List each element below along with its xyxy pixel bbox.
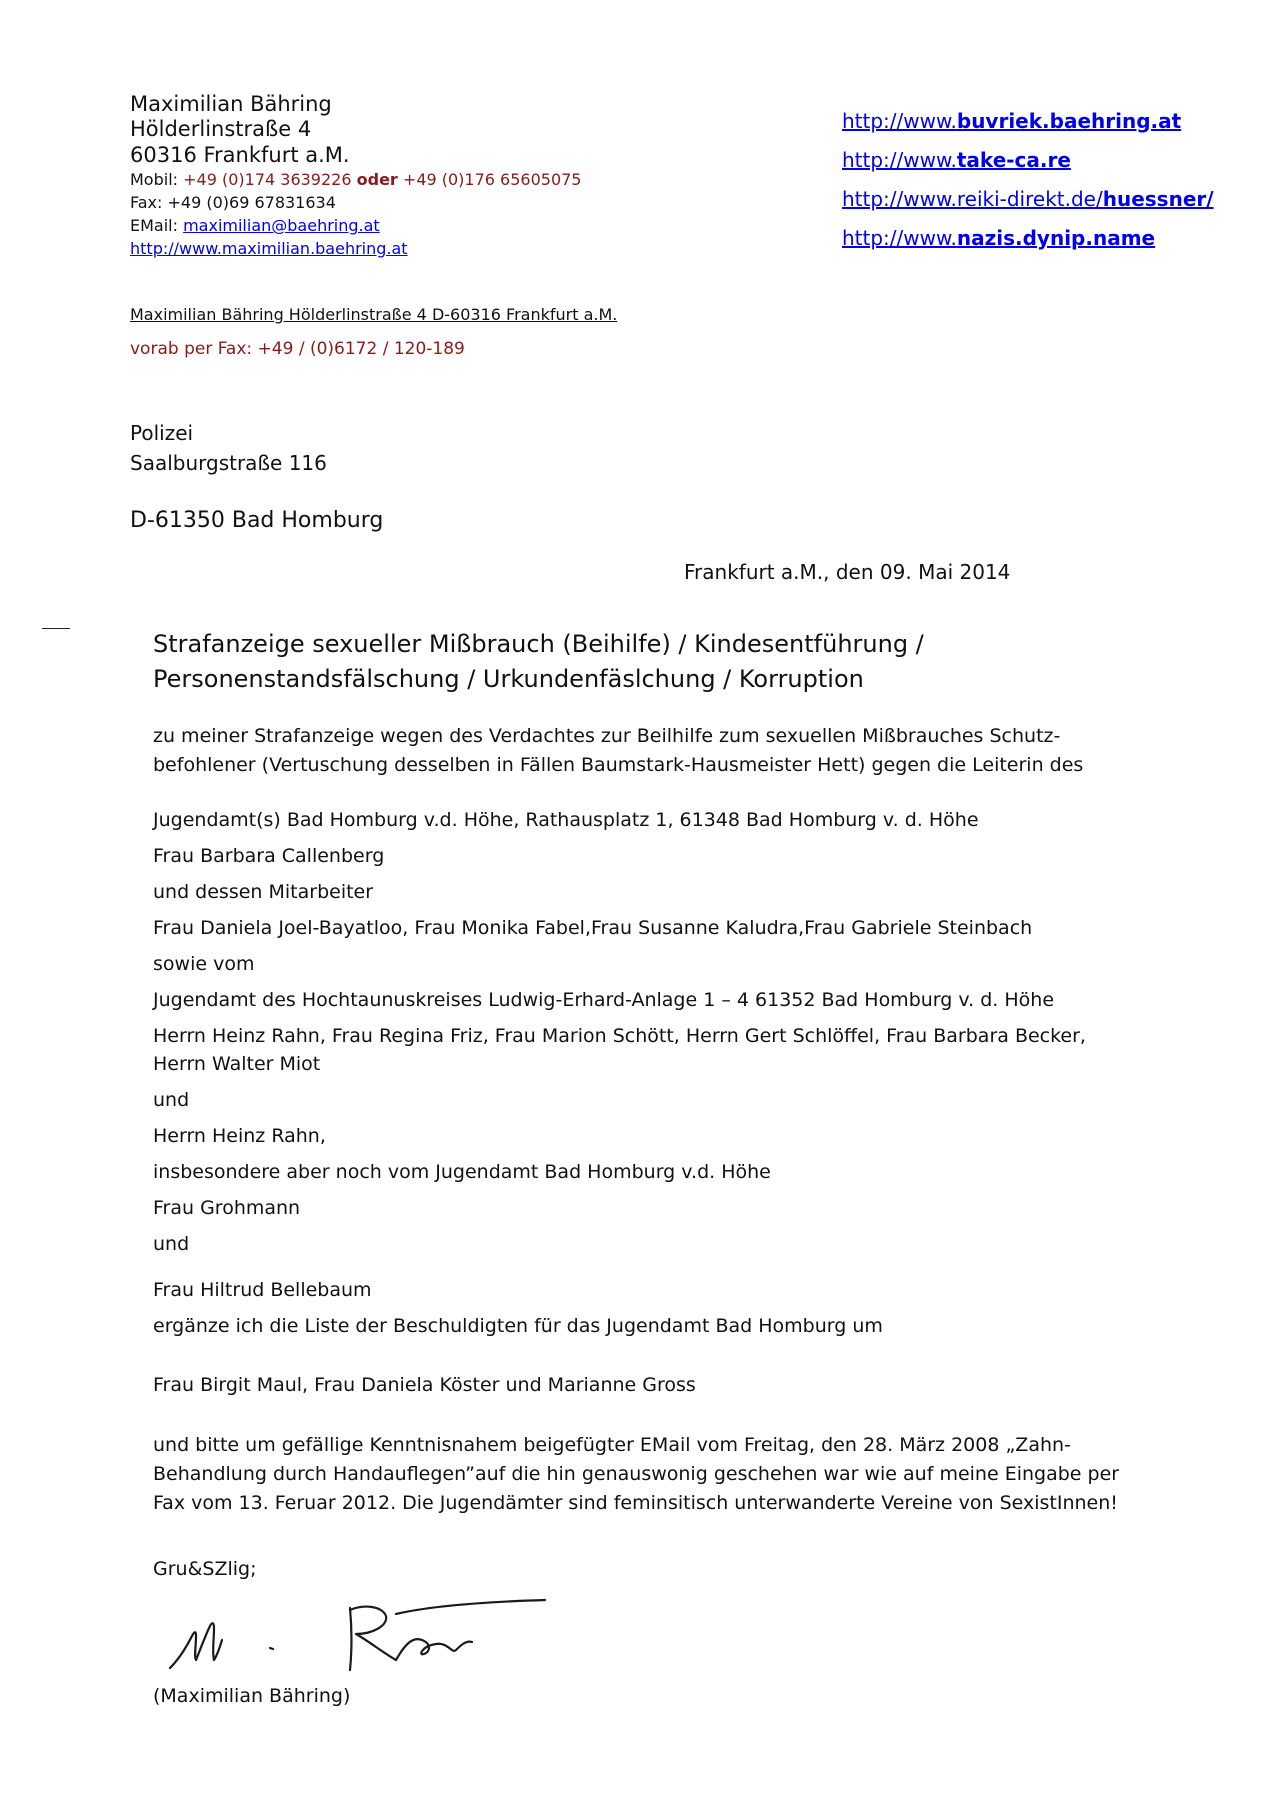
accused-list (153, 805, 1086, 1265)
sender-street: Hölderlinstraße 4 (130, 117, 312, 141)
signature-drawing (160, 1590, 580, 1680)
handwritten-signature (160, 1590, 580, 1684)
url-main: take-ca.re (956, 148, 1071, 172)
mobile-number-1: +49 (0)174 3639226 (183, 170, 352, 189)
url-link-reiki[interactable] (842, 180, 1214, 219)
body-line: Frau Barbara Callenberg (153, 845, 385, 867)
fold-mark (42, 628, 70, 629)
url-prefix: http://www. (842, 226, 957, 250)
body-line: insbesondere aber noch vom Jugendamt Bad Homburg v.d. Höhe (153, 1161, 771, 1183)
body-line: und (153, 1089, 190, 1111)
fax-number: +49 (0)69 67831634 (167, 193, 336, 212)
body-line: Frau Hiltrud Bellebaum (153, 1279, 372, 1301)
body-line: Jugendamt(s) Bad Homburg v.d. Höhe, Rathausplatz 1, 61348 Bad Homburg v. d. Höhe (153, 809, 979, 831)
url-link-nazis-dynip[interactable] (842, 219, 1214, 258)
paragraph-line-2: Behandlung durch Handauflegen”auf die hin genauswonig geschehen war wie auf meine Eingabe per (153, 1463, 1120, 1485)
body-line: und dessen Mitarbeiter (153, 881, 374, 903)
sender-website-line (130, 237, 581, 260)
url-link-buvriek[interactable] (842, 102, 1214, 141)
body-line: ergänze ich die Liste der Beschuldigten für das Jugendamt Bad Homburg um (153, 1315, 883, 1337)
sender-email-line (130, 214, 581, 237)
paragraph-line-1: und bitte um gefällige Kenntnisnahem beigefügter EMail vom Freitag, den 28. März 2008 „Zahn- (153, 1434, 1071, 1456)
body-line: und (153, 1233, 190, 1255)
url-main: nazis.dynip.name (956, 226, 1156, 250)
url-main: huessner/ (1102, 187, 1214, 211)
body-line: Frau Daniela Joel-Bayatloo, Frau Monika Fabel,Frau Susanne Kaludra,Frau Gabriele Steinbach (153, 917, 1033, 939)
email-link[interactable]: maximilian@baehring.at (183, 216, 380, 235)
subject-line-2: Personenstandsfälschung / Urkundenfäslchung / Korruption (153, 665, 864, 693)
sender-block (130, 92, 581, 260)
body-line: Frau Grohmann (153, 1197, 301, 1219)
mobile-or: oder (356, 170, 398, 189)
recipient-line-2: Saalburgstraße 116 (130, 451, 327, 475)
recipient-line-1: Polizei (130, 421, 194, 445)
email-label: EMail: (130, 216, 178, 235)
subject-block (153, 627, 924, 697)
return-address-line: Maximilian Bähring Hölderlinstraße 4 D-60316 Frankfurt a.M. (130, 305, 618, 324)
recipient-city: D-61350 Bad Homburg (130, 508, 384, 533)
mobile-label: Mobil: (130, 170, 179, 189)
recipient-block (130, 418, 327, 478)
sender-name: Maximilian Bähring (130, 92, 332, 116)
url-prefix: http://www. (842, 109, 957, 133)
sender-city: 60316 Frankfurt a.M. (130, 143, 350, 167)
body-line: sowie vom (153, 953, 255, 975)
intro-paragraph (153, 722, 1083, 780)
closing-greeting: Gru&SZlig; (153, 1558, 257, 1580)
body-line: Herrn Heinz Rahn, (153, 1125, 326, 1147)
additional-accused: Frau Birgit Maul, Frau Daniela Köster und Marianne Gross (153, 1374, 696, 1396)
intro-line-1: zu meiner Strafanzeige wegen des Verdachtes zur Beilhilfe zum sexuellen Mißbrauches Schutz- (153, 725, 1061, 747)
url-prefix: http://www. (842, 148, 957, 172)
accused-list-continued (153, 1275, 883, 1347)
mobile-number-2: +49 (0)176 65605075 (402, 170, 582, 189)
fax-label: Fax: (130, 193, 163, 212)
url-main: buvriek.baehring.at (956, 109, 1182, 133)
url-link-take-care[interactable] (842, 141, 1214, 180)
closing-paragraph (153, 1431, 1119, 1518)
paragraph-line-3: Fax vom 13. Feruar 2012. Die Jugendämter sind feminsitisch unterwanderte Vereine von SexistInnen! (153, 1492, 1118, 1514)
date-line: Frankfurt a.M., den 09. Mai 2014 (684, 560, 1011, 584)
fax-note: vorab per Fax: +49 / (0)6172 / 120-189 (130, 339, 465, 359)
intro-line-2: befohlener (Vertuschung desselben in Fällen Baumstark-Hausmeister Hett) gegen die Leiterin des (153, 754, 1084, 776)
url-prefix: http://www.reiki-direkt.de/ (842, 187, 1103, 211)
subject-line-1: Strafanzeige sexueller Mißbrauch (Beihilfe) / Kindesentführung / (153, 630, 924, 658)
website-link[interactable]: http://www.maximilian.baehring.at (130, 239, 408, 258)
body-line: Jugendamt des Hochtaunuskreises Ludwig-Erhard-Anlage 1 – 4 61352 Bad Homburg v. d. Höhe (153, 989, 1055, 1011)
url-list (842, 102, 1214, 258)
body-line: Herrn Walter Miot (153, 1053, 321, 1075)
sender-fax-line (130, 191, 581, 214)
body-line: Herrn Heinz Rahn, Frau Regina Friz, Frau Marion Schött, Herrn Gert Schlöffel, Frau Barbara Becker, (153, 1025, 1086, 1047)
sender-mobile-line (130, 168, 581, 191)
signer-name: (Maximilian Bähring) (153, 1685, 351, 1707)
